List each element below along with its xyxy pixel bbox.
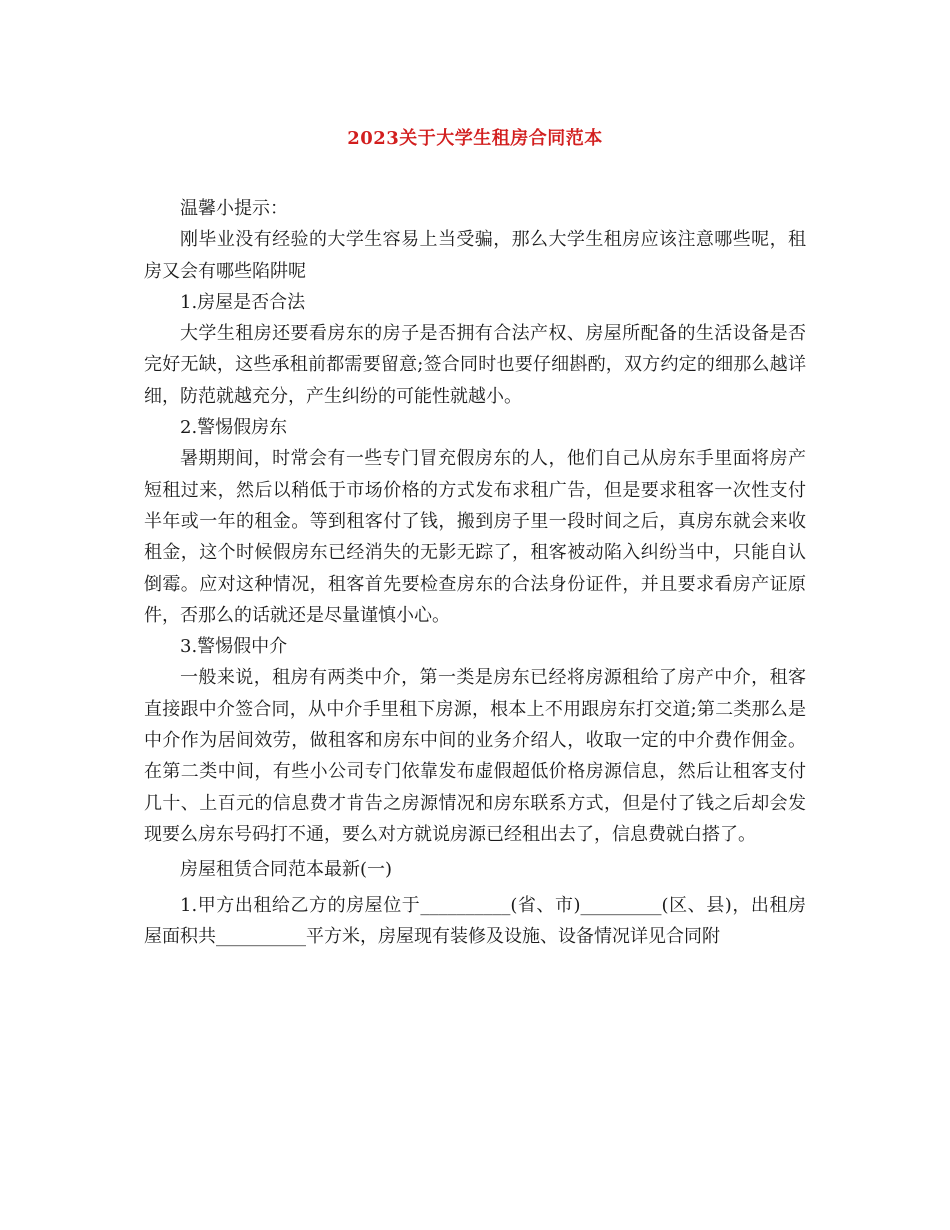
section-heading-legal: 1.房屋是否合法 <box>180 291 306 313</box>
contract-heading: 房屋租赁合同范本最新(一) <box>180 859 393 881</box>
section-heading-fake-landlord: 2.警惕假房东 <box>180 417 288 439</box>
document-body <box>144 193 806 952</box>
intro-paragraph: 刚毕业没有经验的大学生容易上当受骗，那么大学生租房应该注意哪些呢，租房又会有哪些陷阱呢 <box>144 229 806 282</box>
section-heading-fake-agent: 3.警惕假中介 <box>180 636 288 658</box>
tip-heading: 温馨小提示： <box>180 198 288 219</box>
section-paragraph-fake-agent: 一般来说，租房有两类中介，第一类是房东已经将房源租给了房产中介，租客直接跟中介签合同，从中介手里租下房源，根本上不用跟房东打交道;第二类那么是中介作为居间效劳，做租客和房东中间的业务介绍人，收取一定的中介费作佣金。在第二类中间，有些小公司专门依靠发布虚假超低价格房源信息，然后让租客支付几十、上百元的信息费才肯告之房源情况和房东联系方式，但是付了钱之后却会发现要么房东号码打不通，要么对方就说房源已经租出去了，信息费就白搭了。 <box>144 667 806 845</box>
document-title: 2023关于大学生租房合同范本 <box>347 128 603 149</box>
section-paragraph-fake-landlord: 暑期期间，时常会有一些专门冒充假房东的人，他们自己从房东手里面将房产短租过来，然后以稍低于市场价格的方式发布求租广告，但是要求租客一次性支付半年或一年的租金。等到租客付了钱，搬到房子里一段时间之后，真房东就会来收租金，这个时候假房东已经消失的无影无踪了，租客被动陷入纠纷当中，只能自认倒霉。应对这种情况，租客首先要检查房东的合法身份证件，并且要求看房产证原件，否那么的话就还是尽量谨慎小心。 <box>144 448 806 626</box>
section-paragraph-legal: 大学生租房还要看房东的房子是否拥有合法产权、房屋所配备的生活设备是否完好无缺，这些承租前都需要留意;签合同时也要仔细斟酌，双方约定的细那么越详细，防范就越充分，产生纠纷的可能性就越小。 <box>144 323 806 407</box>
contract-clause-1: 1.甲方出租给乙方的房屋位于__________(省、市)_________(区、县)，出租房屋面积共__________平方米，房屋现有装修及设施、设备情况详见合同附 <box>144 894 806 947</box>
